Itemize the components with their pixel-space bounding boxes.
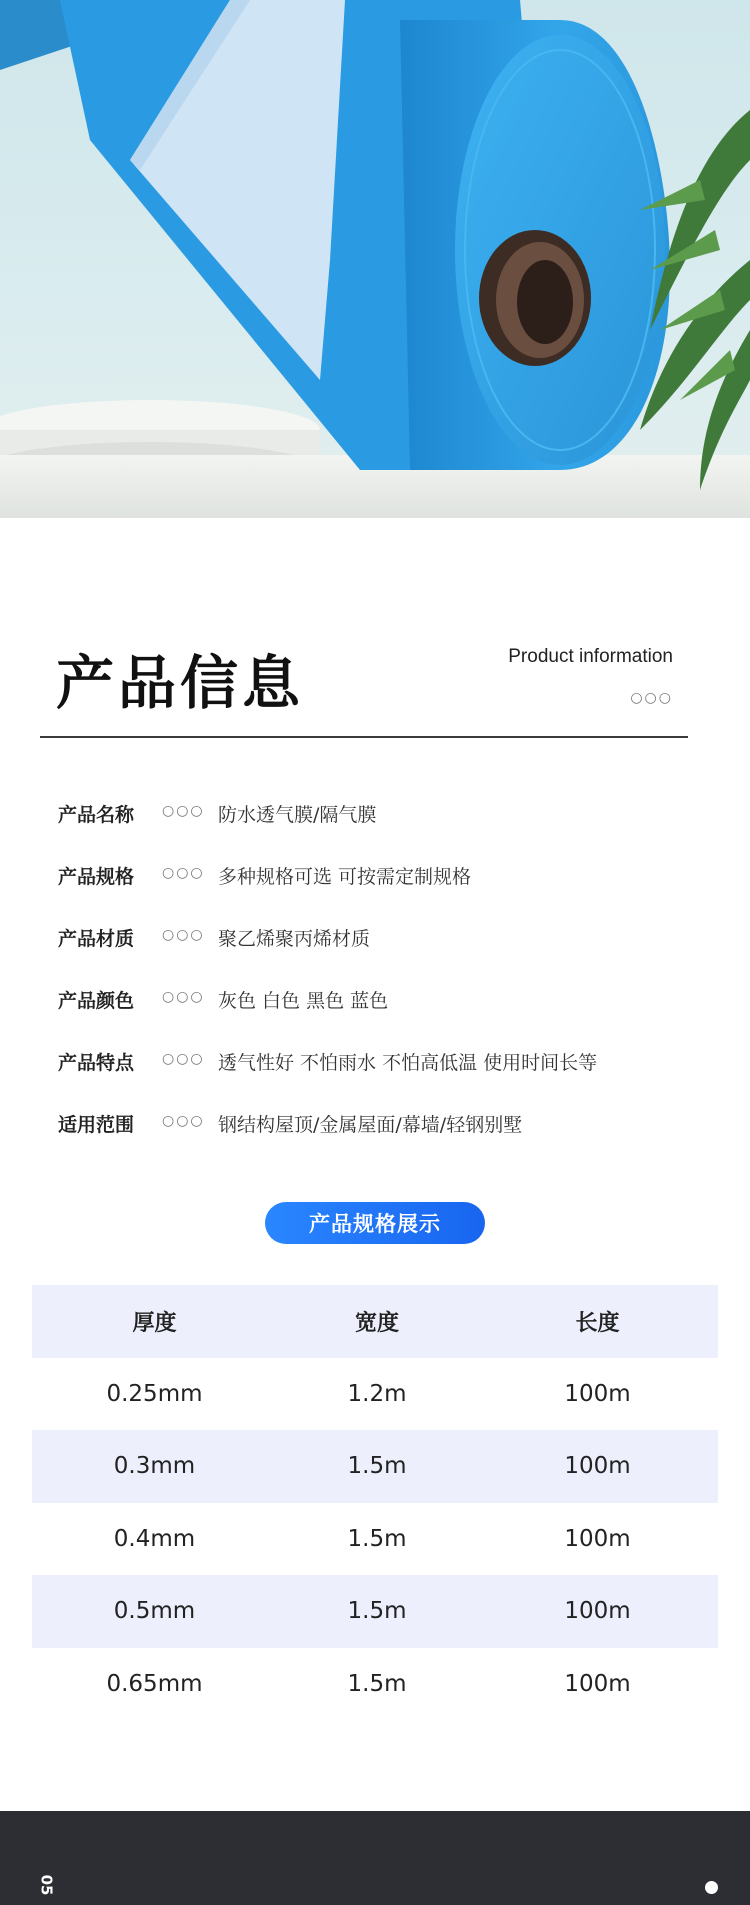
table-row [32,1430,718,1503]
info-separator: ○○○ [162,1051,205,1067]
info-separator: ○○○ [162,865,205,881]
title-divider [40,736,688,738]
spec-display-button[interactable]: 产品规格展示 [265,1202,485,1244]
column-header-thickness: 厚度 [132,1310,177,1336]
table-cell-thickness: 0.25mm [106,1380,203,1407]
table-cell-length: 100m [564,1670,631,1697]
footer-bar [0,1811,750,1905]
membrane-roll-illustration [0,0,750,518]
spec-table [32,1285,718,1720]
info-row-spec [58,862,698,924]
info-value: 防水透气膜/隔气膜 [218,804,377,826]
page-subtitle: Product information [508,646,673,667]
page-number: 05 [37,1874,56,1896]
product-info-list [58,800,698,1172]
table-row [32,1575,718,1648]
info-separator: ○○○ [162,989,205,1005]
table-cell-length: 100m [564,1598,631,1625]
info-separator: ○○○ [162,927,205,943]
table-row [32,1358,718,1431]
table-header-row [32,1285,718,1358]
info-label: 产品特点 [58,1052,135,1074]
info-separator: ○○○ [162,1113,205,1129]
info-row-features [58,1048,698,1110]
info-row-name [58,800,698,862]
page-title: 产品信息 [56,649,305,717]
title-decoration-dots: ○○○ [630,690,673,706]
info-row-color [58,986,698,1048]
table-cell-thickness: 0.5mm [113,1598,196,1625]
table-row [32,1503,718,1576]
table-cell-length: 100m [564,1525,631,1552]
info-label: 产品名称 [58,804,135,826]
table-cell-width: 1.5m [347,1670,407,1697]
table-cell-length: 100m [564,1380,631,1407]
indicator-dot-icon [705,1881,718,1894]
info-value: 透气性好 不怕雨水 不怕高低温 使用时间长等 [218,1052,598,1074]
info-separator: ○○○ [162,803,205,819]
info-label: 产品颜色 [58,990,135,1012]
table-cell-width: 1.5m [347,1453,407,1480]
table-row [32,1648,718,1721]
info-value: 钢结构屋顶/金属屋面/幕墙/轻钢别墅 [218,1114,523,1136]
table-cell-thickness: 0.3mm [113,1453,196,1480]
table-cell-width: 1.2m [347,1380,407,1407]
table-cell-thickness: 0.65mm [106,1670,203,1697]
column-header-length: 长度 [575,1310,620,1336]
table-cell-thickness: 0.4mm [113,1525,196,1552]
info-value: 多种规格可选 可按需定制规格 [218,866,472,888]
table-cell-length: 100m [564,1453,631,1480]
hero-image [0,0,750,518]
info-row-application [58,1110,698,1172]
info-value: 聚乙烯聚丙烯材质 [218,928,371,950]
table-cell-width: 1.5m [347,1598,407,1625]
column-header-width: 宽度 [354,1310,399,1336]
table-cell-width: 1.5m [347,1525,407,1552]
info-label: 产品规格 [58,866,135,888]
info-label: 产品材质 [58,928,135,950]
info-value: 灰色 白色 黑色 蓝色 [218,990,389,1012]
info-label: 适用范围 [58,1114,135,1136]
info-row-material [58,924,698,986]
